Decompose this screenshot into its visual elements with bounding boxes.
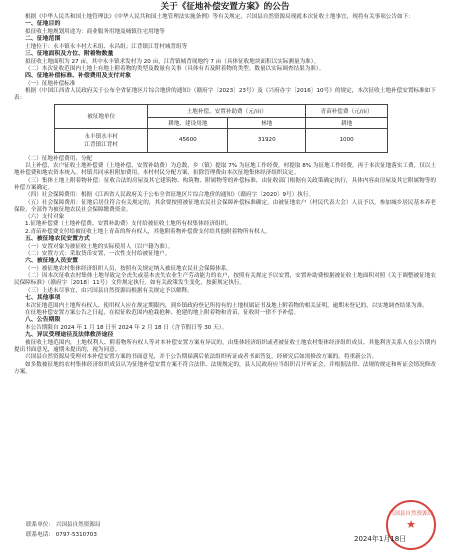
contact-phone: 联系电话： 0797-5310703	[26, 532, 97, 538]
attachments-compensation-text: （三）集体土地上附着物补偿：征收合法的房屋及其它建筑物、构筑物、附属物等的补偿标准，由征收部门根据有关政策确定执行，具体内容由房屋及其它附属物等的补偿方案确定。	[14, 177, 436, 191]
table-row	[55, 128, 388, 152]
area-text-1: 拟征收土地面积为 27 亩，其中永丰镇求发村为 20 亩，江背镇城背现地约 7 亩（具体征收地块面积以实际测量为准）。	[25, 58, 320, 65]
section-heading-purpose: 一、征地目的	[25, 21, 61, 28]
purpose-text: 拟征收土地规划用途为：商业服务用地及城镇住宅用地等	[25, 28, 165, 35]
objection-text-2: 兴国县自然资源局受理对本补偿安置方案的书面意见，并于公告期届满后依法组织听证或者书面答复，经研究后如需修改方案的，将重新公告。	[25, 354, 378, 361]
personnel-text-3: （三）上述未尽事宜，由兴国县自然资源局根据有关规定予以解释。	[25, 287, 193, 294]
section-heading-scope: 二、征地范围	[25, 36, 61, 43]
compensation-table	[54, 104, 388, 153]
table-subheader-cultivated: 耕地、建设用地	[148, 117, 228, 128]
table-cell-young-value: 1000	[306, 128, 388, 152]
compensation-allocation-text: 以上补偿，农户征收土地补偿费（土地补偿、安置补助费）为总数，乡（镇）提取 7% 为征地工作经费，村提取 8% 为征地工作经费，再于本次征地落实工费，仅以土地补偿费和地农资本统入。村镇共同承担附加费用，本村村民分配方案，扣除管理费由本次征地集体经济组织议定。	[14, 163, 436, 177]
intro-paragraph: 根据《中华人民共和国土地管理法》《中华人民共和国土地管理法实施条例》等有关规定，兴国县自然资源局现就本次征收土地事宜，现将有关事项公告如下：	[25, 14, 414, 20]
section-heading-period: 八、公告期限	[25, 317, 61, 324]
payment-target-text-2: 2.青苗补偿费支付给被征收土地上青苗的所有权人，其他附着物补偿费支付给其他附着物所有权人。	[25, 228, 271, 235]
other-text-1: 本次征地范围内土地所有权人、使用权人应在规定期限内，到乡镇政府登记所持有的土地权属证书及地上附着物的相关证明，逾期未登记的，以实地调查结果为准。	[25, 302, 428, 309]
resettlement-text-1: （一）安置对象为被征收土地的实际使用人（以户籍为准）。	[25, 243, 174, 250]
area-text-2: （二）本次征收范围内土地上有地上附着物的类型及数量有关事（具体有否及附着物的类型、数量以实际调查结果为准）。	[25, 65, 325, 72]
other-text-2: 在征地补偿安置方案公告之日起，在拟征收范围内抢栽抢种、抢建的地上附着物和青苗，征收时一律不予补偿。	[25, 309, 300, 316]
table-header-amount: 土地补偿、安置补助费（元/亩）	[148, 104, 306, 117]
seal-star-icon: ★	[406, 518, 416, 531]
payment-target-subheading: （六）支付对象	[25, 214, 65, 221]
personnel-text-1: （一）被征地农村集体经济组织人员，按照有关规定纳入被征地农民社会保障体系。	[25, 265, 232, 272]
section-heading-resettlement: 五、被征地农民安置方式	[25, 236, 90, 243]
scope-text: 土地位于：永丰镇永丰村大禾组、永昌组；江背镇江背村城背组等	[25, 43, 188, 50]
social-security-text-1: （四）社会保障费用：根据《江西省人民政府关于公布全省征地区片综合地价的通知》（赣府字〔2020〕9号）执行。	[25, 192, 315, 199]
table-cell-cultivated-value: 45600	[148, 128, 228, 152]
table-cell-unit	[55, 128, 148, 152]
section-heading-personnel: 六、被征地人员安置	[25, 258, 79, 265]
notice-date: 2024年1月18日	[354, 535, 407, 543]
table-header-young-crops: 青苗补偿费（元/亩）	[306, 104, 388, 117]
resettlement-text-2: （二）安置方式：采取货币安置，一次性支付给被征地户。	[25, 250, 171, 257]
payment-target-text-1: 1.征地补偿费（土地补偿费、安置补助费）支付给被征收土地所有权集体经济组织。	[25, 221, 232, 228]
compensation-standard-text: 根据《中国江西省人民政府关于公布全省征地区片综合地价的通知》（赣府字〔2023〕23号）及《兴府办字〔2016〕10号》的规定，本次征收土地补偿安置标准如下表：	[14, 88, 436, 102]
compensation-allocation-subheading: （二）征地补偿费用、分配	[25, 155, 93, 162]
section-heading-area: 三、征地面积及方位、附着物数量	[25, 51, 114, 58]
section-heading-objection: 九、异议受理途径及法律救济途径	[25, 332, 114, 339]
table-cell-forest-value: 31920	[228, 128, 306, 152]
table-subheader-forest: 林地	[228, 117, 306, 128]
compensation-standard-subheading: （一）征地补偿标准	[25, 80, 76, 87]
table-unit-line-1: 永丰镇水丰村	[84, 134, 118, 141]
table-unit-line-2: 江背镇江背村	[84, 142, 118, 149]
period-text: 本公告期限自 2024 年 1 月 18 日至 2024 年 2 月 18 日（含节假日等 30 天）。	[25, 324, 228, 331]
objection-text-3: 如多数被征地的农村集体经济组织成员认为征地补偿安置方案不符合法律、法规规定的，县人民政府应当组织召开听证会，并根据法律、法规的规定和听证会情况修改方案。	[14, 361, 436, 375]
social-security-text-2: （五）社会保障费用：征地后居住符合有关规定的，其余要按照被征地农民社会保障补偿标准确定，由被征地农户（村民代表大会）人员予以，参加城乡居民基本养老保险，全部作为被征地农民社会保障缴费资金。	[14, 199, 436, 213]
table-header-unit: 被征地单位	[55, 104, 148, 128]
page-title: 关于《征地补偿安置方案》的公告	[160, 2, 290, 12]
seal-text: 兴国县自然资源局	[388, 511, 434, 517]
section-heading-other: 七、其他事项	[25, 294, 61, 301]
objection-text-1: 被征收土地范围内，土地权利人、附着物所有权人等对本补偿安置方案有异议的，由集体经济组织或者被征收土地农村集体经济组织成员、其他利害关系人在公告期内提出书面意见，逾期未提出的，视为同意。	[14, 339, 436, 353]
table-subheader-young: 耕地	[306, 117, 388, 128]
contact-unit: 联系单位： 兴国县自然资源局	[26, 522, 101, 528]
personnel-text-2: （二）因本次征收农村集体土地导致完全丧失或基本丧失农业生产劳动能力的农户，按照有关规定予以安置，安置补助费根据被征收土地面积对照《关于调整被征地农民保障标准》（赣府字〔2018〕11号）文件规定执行，如有关政策发生变化，按新规定执行。	[14, 273, 436, 287]
section-heading-compensation: 四、征地补偿标准、补偿费用及支付对象	[25, 73, 132, 80]
